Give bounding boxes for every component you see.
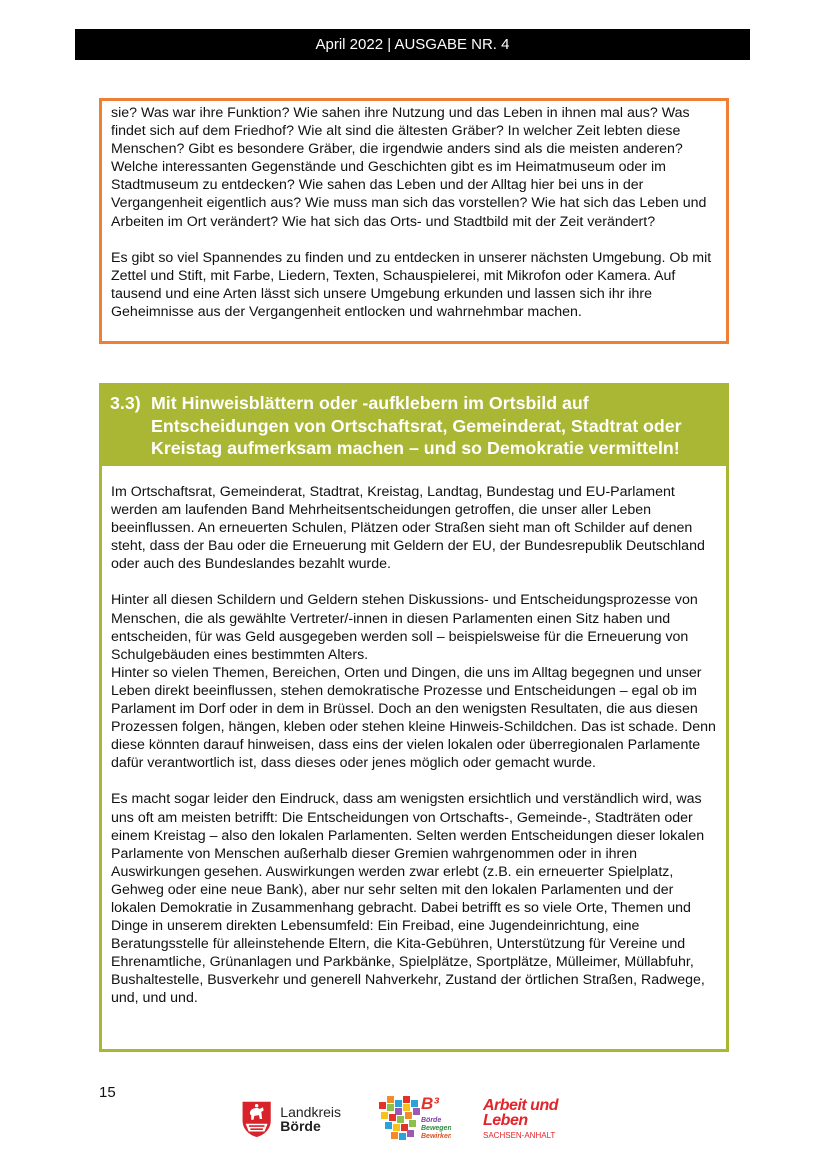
paragraph: Hinter all diesen Schildern und Geldern stehen Diskussions- und Entscheidungsprozesse von Menschen, die als gewählte Vertreter/-innen in diesen Parlamenten einen Sitz haben und entscheiden, für was Geld ausgegeben werden soll – beispielsweise für die Erneuerung von Schulgebäuden eines bestimmten Alters. xyxy=(111,592,698,663)
paragraph: Im Ortschaftsrat, Gemeinderat, Stadtrat, Kreistag, Landtag, Bundestag und EU-Parlament werden am laufenden Band Mehrheitsentscheidungen getroffen, die unser aller Leben beeinflussen. An erneuerten Schulen, Plätzen oder Straßen sieht man oft Schilder auf denen steht, dass der Bau oder die Erneuerung mit Geldern der EU, der Bundesrepublik Deutschland oder auch des Bundeslandes bezahlt wurde. xyxy=(111,484,705,573)
paragraph: sie? Was war ihre Funktion? Wie sahen ihre Nutzung und das Leben in ihnen mal aus? Was findet sich auf dem Friedhof? Wie alt sind die ältesten Gräber? In welcher Zeit lebten diese Menschen? Gibt es besondere Gräber, die irgendwie anders sind als die meisten anderen? Welche interessanten Gegenstände und Geschichten gibt es im Heimatmuseum oder im Stadtmuseum zu entdecken? Wie sahen das Leben und der Alltag hier bei uns in der Vergangenheit eigentlich aus? Wie muss man sich das vorstellen? Wie hat sich das Leben und Arbeiten im Ort verändert? Wie hat sich das Orts- und Stadtbild mit der Zeit verändert? xyxy=(111,105,707,230)
b3-word-bewegen: Bewegen xyxy=(421,1125,451,1132)
b3-word-bewirken: Bewirken xyxy=(421,1133,451,1140)
landkreis-boerde-logo xyxy=(241,1094,341,1144)
boerde-label: Börde xyxy=(280,1118,321,1134)
section-body xyxy=(102,466,726,1008)
section-heading xyxy=(102,386,726,466)
sachsen-anhalt-label: SACHSEN-ANHALT xyxy=(483,1131,556,1140)
section-box xyxy=(99,383,729,1052)
section-number: 3.3) xyxy=(110,393,141,413)
page-number: 15 xyxy=(99,1084,116,1101)
paragraph: Hinter so vielen Themen, Bereichen, Orten und Dingen, die uns im Alltag begegnen und unser Leben direkt beeinflussen, stehen demokratische Prozesse und Entscheidungen – egal ob im Parlament im Dorf oder in dem in Brüssel. Doch an den wenigsten Resultaten, die aus diesen Prozessen folgen, hängen, kleben oder stehen kleine Hinweis-Schildchen. Das ist schade. Denn diese könnten darauf hinweisen, dass eins der vielen lokalen oder überregionalen Parlamente dafür verantwortlich ist, dass dieses oder jenes möglich oder gemacht wurde. xyxy=(111,664,716,772)
section-title: Mit Hinweisblättern oder -aufklebern im Ortsbild auf Entscheidungen von Ortschaftsrat, Gemeinderat, Stadtrat oder Kreistag aufmerksam machen – und so Demokratie vermitteln! xyxy=(151,393,682,458)
b3-logo xyxy=(377,1092,451,1144)
mosaic-logo-icon xyxy=(377,1092,451,1144)
leben-label: Leben xyxy=(483,1112,528,1129)
b3-word-boerde: Börde xyxy=(421,1117,442,1124)
arbeit-und-label: Arbeit und xyxy=(483,1097,558,1114)
landkreis-label: Landkreis xyxy=(280,1104,341,1120)
issue-header: April 2022 | AUSGABE NR. 4 xyxy=(75,29,750,60)
paragraph: Es gibt so viel Spannendes zu finden und zu entdecken in unserer nächsten Umgebung. Ob mit Zettel und Stift, mit Farbe, Liedern, Texten, Schauspielerei, mit Mikrofon oder Kamera. Auf tausend und eine Arten lässt sich unsere Umgebung erkunden und lassen sich ihr ihre Geheimnisse aus der Vergangenheit entlocken und wahrnehmbar machen. xyxy=(111,249,712,320)
coat-of-arms-icon xyxy=(241,1095,272,1143)
arbeit-und-leben-logo xyxy=(483,1098,573,1144)
paragraph: Es macht sogar leider den Eindruck, dass am wenigsten ersichtlich und verständlich wird, was uns oft am meisten betrifft: Die Entscheidungen von Ortschafts-, Gemeinde-, Stadträten oder einem Kreistag – also den lokalen Parlamenten. Selten werden Entscheidungen dieser lokalen Parlamente von Menschen außerhalb dieser Gremien wahrgenommen oder in ihren Auswirkungen gesehen. Auswirkungen werden zwar erlebt (z.B. ein erneuerter Spielplatz, Gehweg oder eine neue Bank), aber nur sehr selten mit den lokalen Parlamenten und der lokalen Demokratie in Zusammenhang gebracht. Dabei betrifft es so viele Orte, Themen und Dinge in unserem direkten Lebensumfeld: Ein Freibad, eine Jugendeinrichtung, eine Beratungsstelle für alleinstehende Eltern, die Kita-Gebühren, Unterstützung für Vereine und Ehrenamtliche, Grünanlagen und Parkbänke, Spielplätze, Sportplätze, Mülleimer, Müllabfuhr, Bushaltestelle, Busverkehr und generell Nahverkehr, Zustand der örtlichen Straßen, Radwege, und, und und. xyxy=(111,791,705,1007)
continued-text-box xyxy=(99,98,729,344)
b3-mark: B³ xyxy=(421,1094,439,1113)
